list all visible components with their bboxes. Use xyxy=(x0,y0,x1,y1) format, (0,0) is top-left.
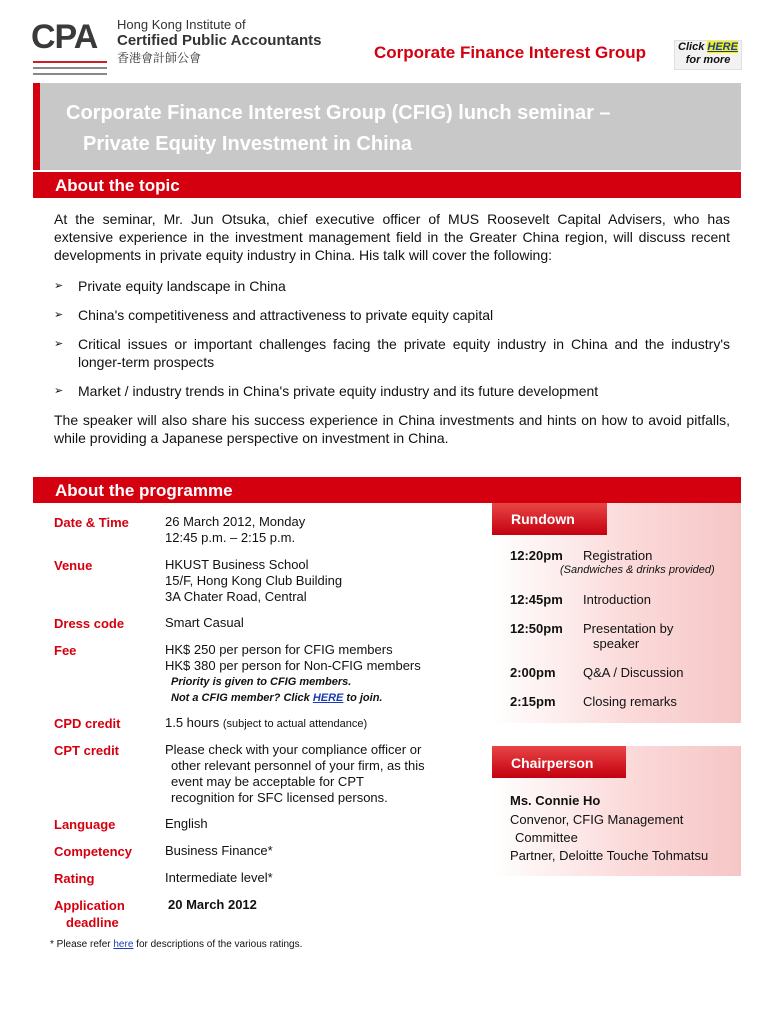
rundown-desc: Q&A / Discussion xyxy=(583,665,684,680)
click-here-link[interactable]: HERE xyxy=(707,41,738,53)
date-label: Date & Time xyxy=(54,515,129,530)
cpt-label: CPT credit xyxy=(54,743,120,758)
click-suffix: for more xyxy=(685,54,731,66)
chairperson-title: Convenor, CFIG Management Committee Partner, Deloitte Touche Tohmatsu xyxy=(510,812,709,863)
institute-name xyxy=(117,17,321,66)
rundown-tag: Rundown xyxy=(492,503,607,535)
logo-line-3: 香港會計師公會 xyxy=(117,51,202,65)
fee-priority-note: Priority is given to CFIG members. xyxy=(171,676,352,688)
header-group-name: Corporate Finance Interest Group xyxy=(374,43,647,62)
fee-join-note: Not a CFIG member? Click HERE to join. xyxy=(171,692,383,704)
click-prefix: Click xyxy=(678,41,708,53)
programme-section-header xyxy=(33,477,741,503)
registration-note: (Sandwiches & drinks provided) xyxy=(560,564,715,576)
topic-heading: About the topic xyxy=(55,176,180,195)
topic-section-header xyxy=(33,172,741,198)
bullet-arrow-icon: ➢ xyxy=(54,338,64,350)
chairperson-tag: Chairperson xyxy=(492,746,626,778)
footnote: * Please refer here for descriptions of the various ratings. xyxy=(50,939,303,950)
title-banner xyxy=(33,83,741,170)
rating-label: Rating xyxy=(54,871,95,886)
cpa-logo-mark: CPA xyxy=(31,18,98,56)
rundown-time: 12:50pm xyxy=(510,621,563,636)
bullet-arrow-icon: ➢ xyxy=(54,280,64,292)
rundown-time: 12:20pm xyxy=(510,548,563,563)
cpd-label: CPD credit xyxy=(54,716,121,731)
language-value: English xyxy=(165,816,208,831)
venue-value: HKUST Business School 15/F, Hong Kong Club Building 3A Chater Road, Central xyxy=(165,557,343,604)
ratings-here-link[interactable]: here xyxy=(113,939,134,950)
chairperson-name: Ms. Connie Ho xyxy=(510,793,601,808)
logo-line-2: Certified Public Accountants xyxy=(117,32,322,49)
click-here-box[interactable] xyxy=(674,40,742,70)
topic-intro: At the seminar, Mr. Jun Otsuka, chief executive officer of MUS Roosevelt Capital Advisers, who has extensive experience in the investment management field in the Greater China region, will discuss recent developments in private equity industry in China. His talk will cover the following: xyxy=(54,211,730,263)
rundown-desc: Presentation by speaker xyxy=(583,621,674,651)
cpd-value: 1.5 hours (subject to actual attendance) xyxy=(165,715,368,730)
competency-label: Competency xyxy=(54,844,133,859)
deadline-value: 20 March 2012 xyxy=(168,897,257,912)
venue-label: Venue xyxy=(54,558,93,573)
dress-code-label: Dress code xyxy=(54,616,125,631)
rundown-panel xyxy=(492,503,741,723)
language-label: Language xyxy=(54,817,116,832)
rundown-time: 12:45pm xyxy=(510,592,563,607)
rundown-desc: Introduction xyxy=(583,592,651,607)
rundown-desc: Registration xyxy=(583,548,653,563)
title-accent-bar xyxy=(33,83,40,170)
rundown-desc: Closing remarks xyxy=(583,694,677,709)
fee-value: HK$ 250 per person for CFIG members HK$ 380 per person for Non-CFIG members Priority is given to CFIG members. Not a CFIG member? Click HERE to join. xyxy=(165,642,421,704)
logo-lines-graphic xyxy=(33,58,107,78)
title-line-1: Corporate Finance Interest Group (CFIG) lunch seminar – xyxy=(66,102,611,124)
deadline-label: Application deadline xyxy=(54,898,125,930)
bullet-arrow-icon: ➢ xyxy=(54,309,64,321)
rundown-time: 2:15pm xyxy=(510,694,556,709)
bullet-arrow-icon: ➢ xyxy=(54,385,64,397)
fee-label: Fee xyxy=(54,643,77,658)
competency-value: Business Finance* xyxy=(165,843,273,858)
cpt-value: Please check with your compliance officer or other relevant personnel of your firm, as this event may be acceptable for CPT recognition for SFC licensed persons. xyxy=(165,742,425,805)
join-here-link[interactable]: HERE xyxy=(312,692,344,704)
rundown-time: 2:00pm xyxy=(510,665,556,680)
topic-closing: The speaker will also share his success experience in China investments and hints on how to avoid pitfalls, while providing a Japanese perspective on investment in China. xyxy=(54,412,730,446)
rating-value: Intermediate level* xyxy=(165,870,273,885)
title-line-2: Private Equity Investment in China xyxy=(83,133,412,155)
programme-heading: About the programme xyxy=(55,481,233,500)
dress-code-value: Smart Casual xyxy=(165,615,244,630)
date-value: 26 March 2012, Monday 12:45 p.m. – 2:15 p.m. xyxy=(165,514,306,545)
logo-line-1: Hong Kong Institute of xyxy=(117,17,246,32)
